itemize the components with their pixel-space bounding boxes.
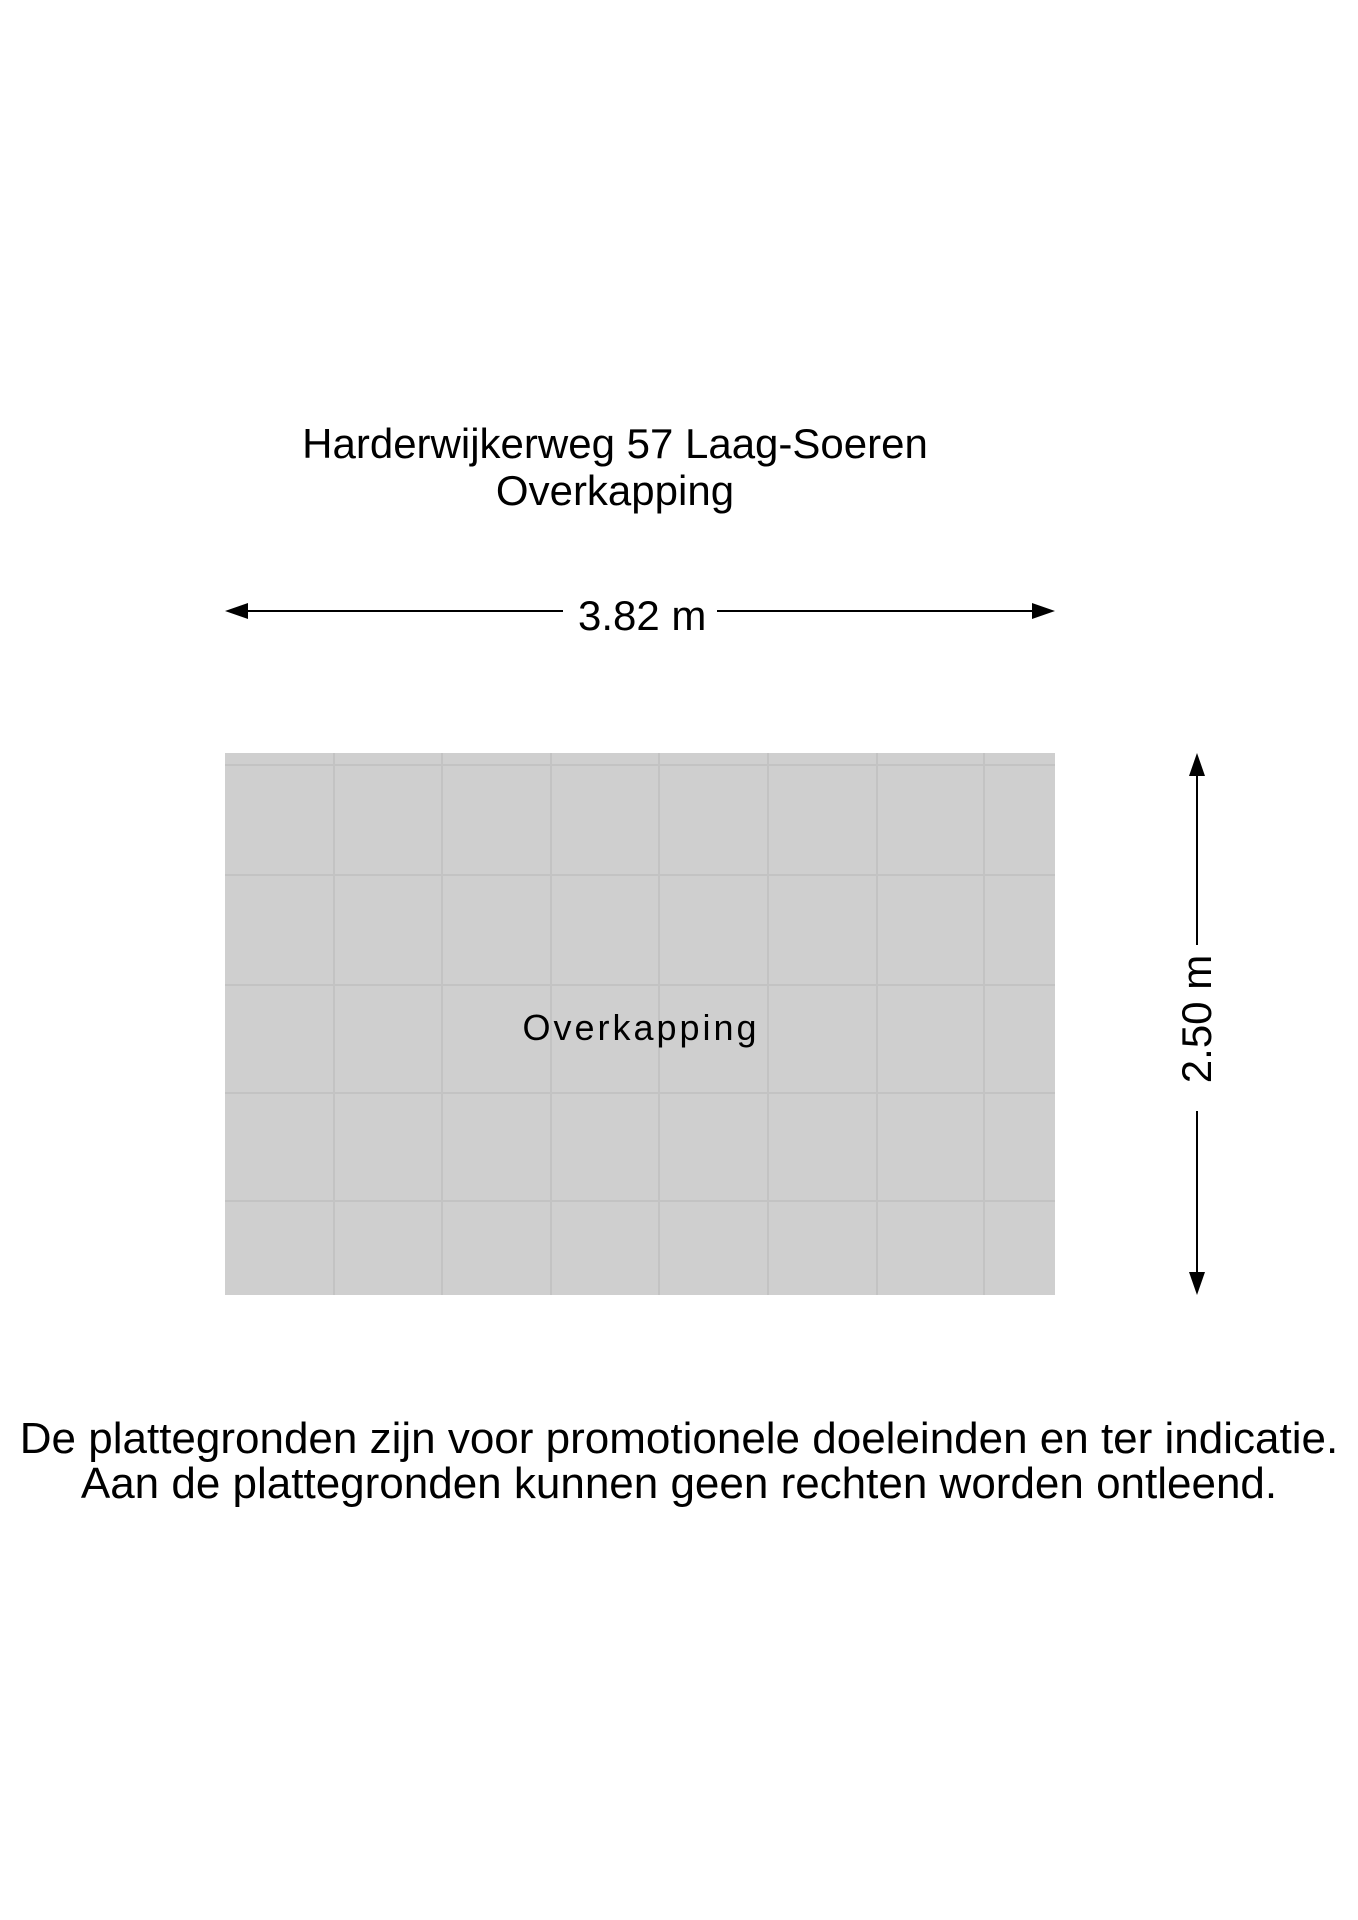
- width-dimension-label: 3.82 m: [578, 592, 707, 639]
- arrow-up-icon: [1189, 753, 1205, 776]
- arrow-left-icon: [225, 603, 248, 619]
- arrow-down-icon: [1189, 1272, 1205, 1295]
- disclaimer-line-2: Aan de plattegronden kunnen geen rechten worden ontleend.: [80, 1459, 1278, 1508]
- room-label: Overkapping: [522, 1007, 760, 1048]
- arrow-right-icon: [1032, 603, 1055, 619]
- depth-dimension-label: 2.50 m: [1173, 954, 1220, 1084]
- floor-title: Overkapping: [495, 467, 735, 514]
- address-title: Harderwijkerweg 57 Laag-Soeren: [302, 420, 928, 467]
- disclaimer-line-1: De plattegronden zijn voor promotionele doeleinden en ter indicatie.: [19, 1414, 1339, 1463]
